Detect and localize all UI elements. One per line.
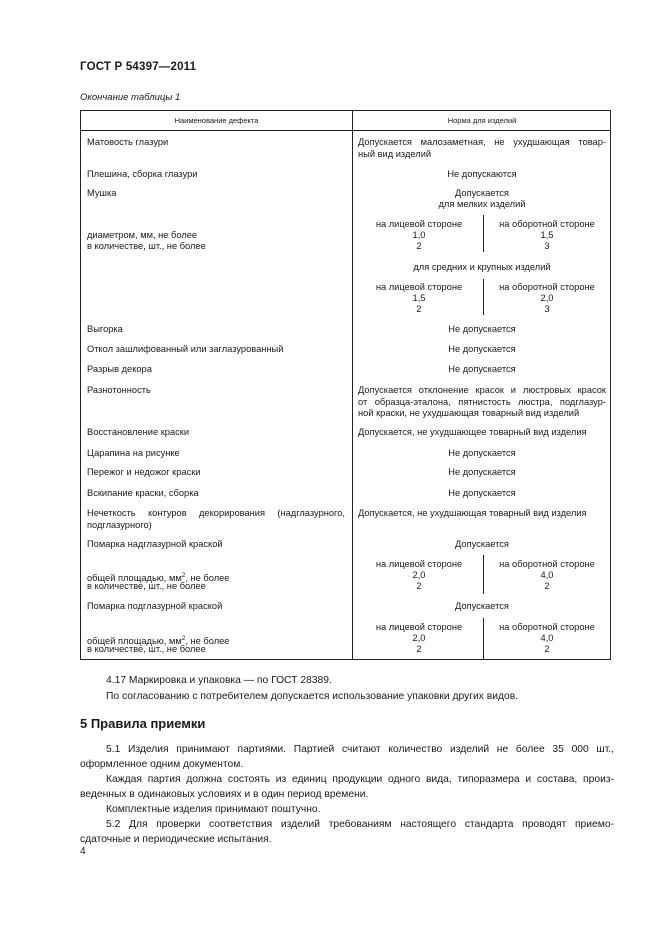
- defect-norm: Допускается: [455, 601, 509, 611]
- face-side-header: на лицевой стороне: [375, 622, 463, 632]
- face-side-header: на лицевой стороне: [375, 559, 463, 569]
- defect-name-line: подглазурного): [87, 519, 152, 530]
- parameter-label: диаметром, мм, не более: [87, 230, 198, 240]
- clause-5-1-line: Каждая партия должна состоять из единиц продукции одного вида, типоразмера и состава, произ-: [106, 774, 614, 785]
- defect-name: Мушка: [87, 188, 117, 198]
- page-number: 4: [80, 846, 86, 857]
- face-side-header: на лицевой стороне: [375, 219, 463, 229]
- defect-norm-subtitle: для мелких изделий: [438, 199, 526, 209]
- defect-name: Откол зашлифованный или заглазурованный: [87, 344, 284, 354]
- defect-norm: Не допускается: [448, 344, 516, 354]
- face-side-value: 2: [416, 644, 422, 654]
- defect-norm: Допускается: [455, 539, 509, 549]
- back-side-value: 1,5: [540, 230, 554, 240]
- back-side-value: 2: [544, 644, 550, 654]
- back-side-value: 4,0: [540, 633, 554, 643]
- sub-column-divider: [483, 555, 484, 594]
- area-label-tail: , не более: [185, 636, 230, 647]
- area-label-tail: , не более: [185, 573, 230, 584]
- sub-column-divider: [483, 279, 484, 315]
- table-caption: Окончание таблицы 1: [80, 92, 181, 103]
- area-label-text: общей площадью, мм: [87, 573, 182, 584]
- defect-name: Разнотонность: [87, 385, 151, 395]
- defect-norm-line: ный вид изделий: [358, 149, 432, 159]
- face-side-value: 2: [416, 241, 422, 251]
- column-divider: [352, 111, 353, 659]
- defect-norm: Не допускается: [448, 448, 516, 458]
- face-side-value: 1,0: [412, 230, 426, 240]
- column-header-defect: Наименование дефекта: [174, 116, 259, 125]
- section-heading: 5 Правила приемки: [80, 716, 206, 731]
- face-side-value: 2: [416, 581, 422, 591]
- back-side-value: 2: [544, 581, 550, 591]
- parameter-label: в количестве, шт., не более: [87, 581, 206, 591]
- defect-norm-subtitle: для средних и крупных изделий: [413, 262, 551, 272]
- back-side-header: на оборотной стороне: [499, 282, 595, 292]
- clause-5-1-line: веденных в одинаковых условиях и в один период времени.: [80, 789, 369, 800]
- defect-norm: Не допускается: [448, 324, 516, 334]
- defect-name: Разрыв декора: [87, 364, 152, 374]
- face-side-header: на лицевой стороне: [375, 282, 463, 292]
- column-header-norm: Норма для изделий: [447, 116, 517, 125]
- defect-name: Выгорка: [87, 324, 123, 334]
- clause-5-1-line: 5.1 Изделия принимают партиями. Партией считают количество изделий не более 35 000 шт.,: [106, 744, 614, 755]
- defect-norm-line: от образца-эталона, пятнистость люстра, подглазур-: [358, 396, 606, 407]
- defect-name: Восстановление краски: [87, 427, 190, 437]
- clause-5-2-line: 5.2 Для проверки соответствия изделий требованиям настоящего стандарта проводят приемо-: [106, 819, 614, 830]
- clause-5-1-line: Комплектные изделия принимают поштучно.: [106, 804, 321, 815]
- defect-name: Матовость глазури: [87, 137, 169, 147]
- defect-name: Царапина на рисунке: [87, 448, 180, 458]
- defect-norm: Не допускается: [448, 467, 516, 477]
- defect-norm: Допускается: [455, 188, 509, 198]
- area-unit-superscript: 2: [181, 572, 186, 579]
- defect-norm: Не допускается: [448, 488, 516, 498]
- defect-norm-line: ной краски, не ухудшающая товарный вид изделий: [358, 408, 580, 418]
- sub-column-divider: [483, 215, 484, 252]
- document-header: ГОСТ Р 54397—2011: [80, 61, 197, 73]
- face-side-value: 2: [416, 304, 422, 314]
- parameter-label: в количестве, шт., не более: [87, 644, 206, 654]
- clause-4-17: 4.17 Маркировка и упаковка — по ГОСТ 28389.: [106, 675, 332, 686]
- defect-name: Плешина, сборка глазури: [87, 169, 198, 179]
- defect-norm-line: Допускается малозаметная, не ухудшающая товар-: [358, 137, 606, 147]
- defect-norm: Допускается, не ухудшающее товарный вид изделия: [358, 427, 587, 437]
- parameter-label: в количестве, шт., не более: [87, 241, 206, 251]
- clause-5-2-line: сдаточные и периодические испытания.: [80, 834, 272, 845]
- defect-norm: Не допускаются: [447, 169, 517, 179]
- header-divider: [81, 130, 610, 131]
- defect-name: Вскипание краски, сборка: [87, 488, 199, 498]
- defect-name: Помарка надглазурной краской: [87, 539, 223, 549]
- back-side-header: на оборотной стороне: [499, 219, 595, 229]
- sub-column-divider: [483, 618, 484, 660]
- clause-5-1-line: оформленное одним документом.: [80, 759, 244, 770]
- defect-norm: Не допускается: [448, 364, 516, 374]
- back-side-value: 3: [544, 304, 550, 314]
- back-side-header: на оборотной стороне: [499, 559, 595, 569]
- clause-4-17-note: По согласованию с потребителем допускается использование упаковки других видов.: [106, 691, 519, 702]
- defect-name: Пережог и недожог краски: [87, 467, 201, 477]
- defect-norm-line: Допускается отклонение красок и люстровых красок: [358, 385, 606, 395]
- area-label-text: общей площадью, мм: [87, 636, 182, 647]
- defect-name-line: Нечеткость контуров декорирования (надглазурного,: [87, 508, 345, 518]
- defects-table: [80, 110, 611, 660]
- face-side-value: 1,5: [412, 293, 426, 303]
- area-unit-superscript: 2: [181, 635, 186, 642]
- back-side-value: 3: [544, 241, 550, 251]
- back-side-value: 4,0: [540, 570, 554, 580]
- face-side-value: 2,0: [412, 633, 426, 643]
- defect-name: Помарка подглазурной краской: [87, 601, 223, 611]
- defect-norm: Допускается, не ухудшающая товарный вид изделия: [358, 508, 587, 518]
- face-side-value: 2,0: [412, 570, 426, 580]
- back-side-value: 2,0: [540, 293, 554, 303]
- back-side-header: на оборотной стороне: [499, 622, 595, 632]
